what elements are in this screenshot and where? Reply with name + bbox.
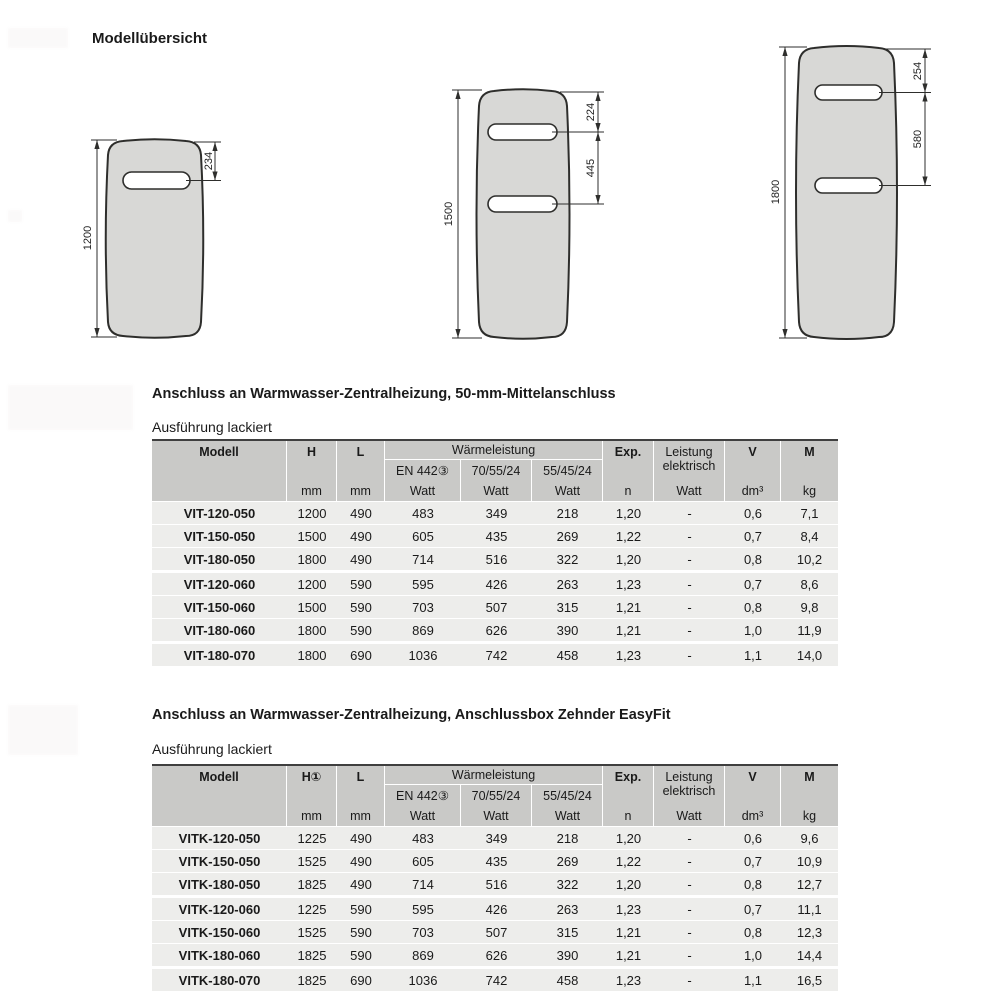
height-dimension-label: 1500: [443, 201, 455, 227]
value-cell: 490: [350, 876, 372, 892]
value-cell: -: [687, 853, 692, 869]
col-label: EN 442③: [396, 464, 449, 478]
value-cell: 714: [412, 551, 434, 567]
value-cell: 426: [485, 576, 508, 592]
value-cell: 595: [412, 576, 434, 592]
col-unit: Watt: [409, 483, 436, 498]
model-cell: VITK-180-070: [178, 972, 261, 988]
spec-table-mittelanschluss: [152, 439, 838, 667]
value-cell: 8,4: [800, 528, 819, 544]
value-cell: 218: [556, 830, 579, 846]
value-cell: 1,1: [743, 647, 763, 663]
col-unit: Watt: [409, 808, 436, 823]
value-cell: 1800: [297, 647, 327, 663]
col-h: [287, 441, 337, 501]
col-en442: [385, 785, 461, 826]
radiator-slot: [815, 85, 882, 100]
arrow-down-icon: [782, 329, 787, 338]
value-cell: 605: [412, 528, 434, 544]
col-unit: Watt: [554, 808, 581, 823]
col-705524: [461, 460, 532, 501]
value-cell: 605: [412, 853, 434, 869]
table-row: [152, 525, 838, 547]
value-cell: 626: [485, 947, 508, 963]
value-cell: 590: [350, 924, 372, 940]
value-cell: 1,21: [615, 599, 642, 615]
col-unit: mm: [350, 483, 371, 498]
col-label: Exp.: [614, 770, 642, 784]
value-cell: 1825: [297, 876, 327, 892]
value-cell: 1,21: [615, 947, 642, 963]
value-cell: 315: [556, 924, 579, 940]
col-unit: Watt: [483, 483, 509, 498]
col-label: Modell: [199, 770, 239, 784]
value-cell: 14,0: [796, 647, 823, 663]
table-row: [152, 873, 838, 895]
value-cell: 507: [485, 599, 508, 615]
page-edge-artifact: [8, 705, 78, 755]
col-unit: mm: [350, 808, 371, 823]
value-cell: 349: [485, 830, 508, 846]
value-cell: 315: [556, 599, 579, 615]
col-unit: n: [624, 483, 632, 498]
col-unit: Watt: [676, 808, 702, 823]
value-cell: 483: [412, 830, 434, 846]
value-cell: 1,21: [615, 924, 642, 940]
page-edge-artifact: [8, 28, 68, 48]
value-cell: -: [687, 830, 692, 846]
col-label: Leistung elektrisch: [662, 770, 716, 799]
value-cell: 1,20: [615, 505, 642, 521]
radiator-diagram-1200: [60, 120, 245, 350]
value-cell: 0,7: [743, 901, 763, 917]
col-l: [337, 766, 385, 826]
group-title: Wärmeleistung: [385, 441, 602, 460]
value-cell: 1,23: [615, 647, 642, 663]
arrow-down-icon: [212, 172, 217, 181]
value-cell: 690: [350, 972, 372, 988]
value-cell: 0,8: [743, 599, 763, 615]
value-cell: 1800: [297, 551, 327, 567]
value-cell: 590: [350, 622, 372, 638]
value-cell: 1,0: [743, 947, 763, 963]
value-cell: 0,7: [743, 853, 763, 869]
model-cell: VITK-120-060: [178, 901, 261, 917]
value-cell: 1800: [297, 622, 327, 638]
col-label: 55/45/24: [543, 464, 592, 478]
value-cell: -: [687, 551, 692, 567]
col-label: V: [748, 770, 757, 784]
value-cell: -: [687, 876, 692, 892]
group-title: Wärmeleistung: [385, 766, 602, 785]
value-cell: 1500: [297, 528, 327, 544]
col-unit: Watt: [676, 483, 702, 498]
value-cell: 1,20: [615, 830, 642, 846]
model-cell: VITK-150-050: [178, 853, 261, 869]
value-cell: 0,7: [743, 576, 763, 592]
value-cell: 1825: [297, 972, 327, 988]
value-cell: 263: [556, 576, 579, 592]
value-cell: 1,20: [615, 551, 642, 567]
value-cell: 1,0: [743, 622, 763, 638]
col-leistung-elektrisch: [654, 766, 725, 826]
col-label: 70/55/24: [471, 789, 521, 803]
model-cell: VITK-180-050: [178, 876, 261, 892]
col-v: [725, 441, 781, 501]
col-554524: [532, 785, 603, 826]
col-group-waermeleistung: [385, 766, 603, 826]
value-cell: 1500: [297, 599, 327, 615]
value-cell: -: [687, 528, 692, 544]
col-unit: Watt: [554, 483, 581, 498]
value-cell: 269: [556, 528, 579, 544]
value-cell: 16,5: [796, 972, 823, 988]
arrow-up-icon: [922, 93, 927, 102]
model-cell: VIT-180-060: [183, 622, 256, 638]
value-cell: 690: [350, 647, 372, 663]
table-row: [152, 921, 838, 943]
model-cell: VIT-180-050: [183, 551, 256, 567]
table-row: [152, 619, 838, 641]
value-cell: 14,4: [796, 947, 823, 963]
col-554524: [532, 460, 603, 501]
value-cell: 426: [485, 901, 508, 917]
col-en442: [385, 460, 461, 501]
col-label: M: [804, 770, 815, 784]
value-cell: 0,7: [743, 528, 763, 544]
col-m: [781, 441, 838, 501]
value-cell: 490: [350, 830, 372, 846]
value-cell: 322: [556, 876, 579, 892]
value-cell: 1036: [408, 647, 438, 663]
col-m: [781, 766, 838, 826]
value-cell: 435: [485, 528, 508, 544]
table-body: [152, 827, 838, 991]
value-cell: 742: [485, 647, 508, 663]
model-cell: VITK-120-050: [178, 830, 261, 846]
col-exp: [603, 441, 654, 501]
col-exp: [603, 766, 654, 826]
slot-spacing-label: 580: [912, 129, 924, 149]
section-heading: Anschluss an Warmwasser-Zentralheizung, Anschlussbox Zehnder EasyFit: [152, 707, 671, 723]
value-cell: -: [687, 947, 692, 963]
col-label: 70/55/24: [471, 464, 521, 478]
value-cell: 1036: [408, 972, 438, 988]
value-cell: 490: [350, 853, 372, 869]
model-cell: VITK-150-060: [178, 924, 261, 940]
arrow-down-icon: [922, 177, 927, 186]
value-cell: 1,23: [615, 576, 642, 592]
section-heading: Anschluss an Warmwasser-Zentralheizung, 50-mm-Mittelanschluss: [152, 386, 616, 402]
arrow-down-icon: [455, 329, 460, 338]
arrow-up-icon: [595, 92, 600, 101]
radiator-diagram-1500: [430, 70, 630, 350]
value-cell: 869: [412, 947, 434, 963]
value-cell: 7,1: [800, 505, 819, 521]
table-row: [152, 850, 838, 872]
table-row: [152, 827, 838, 849]
model-cell: VIT-120-050: [183, 505, 256, 521]
value-cell: 703: [412, 924, 434, 940]
radiator-slot: [488, 124, 557, 140]
value-cell: -: [687, 576, 692, 592]
value-cell: 0,6: [743, 830, 763, 846]
table-row: [152, 502, 838, 524]
value-cell: 1,23: [615, 972, 642, 988]
col-label: L: [356, 445, 365, 459]
value-cell: -: [687, 622, 692, 638]
arrow-down-icon: [94, 328, 99, 337]
height-dimension-label: 1800: [770, 179, 782, 205]
col-label: L: [356, 770, 365, 784]
value-cell: 269: [556, 853, 579, 869]
slot-offset-label: 224: [585, 102, 597, 122]
col-v: [725, 766, 781, 826]
value-cell: 1225: [297, 830, 327, 846]
col-label: H①: [301, 770, 322, 784]
value-cell: 516: [485, 876, 508, 892]
col-leistung-elektrisch: [654, 441, 725, 501]
col-group-waermeleistung: [385, 441, 603, 501]
value-cell: 714: [412, 876, 434, 892]
col-unit: mm: [301, 808, 322, 823]
col-modell: [152, 441, 287, 501]
value-cell: 1,22: [615, 528, 642, 544]
slot-offset-label: 234: [203, 151, 215, 171]
col-label: H: [306, 445, 317, 459]
arrow-up-icon: [455, 90, 460, 99]
value-cell: 590: [350, 599, 372, 615]
model-cell: VITK-180-060: [178, 947, 261, 963]
value-cell: 1525: [297, 853, 327, 869]
col-label: V: [748, 445, 757, 459]
value-cell: 595: [412, 901, 434, 917]
col-label: Exp.: [614, 445, 642, 459]
page-title: Modellübersicht: [92, 30, 208, 47]
arrow-up-icon: [595, 132, 600, 141]
value-cell: 869: [412, 622, 434, 638]
value-cell: 458: [556, 972, 579, 988]
model-cell: VIT-150-060: [183, 599, 256, 615]
arrow-up-icon: [212, 142, 217, 151]
radiator-body: [106, 139, 204, 338]
value-cell: -: [687, 599, 692, 615]
col-unit: kg: [802, 483, 817, 498]
value-cell: 11,1: [797, 901, 822, 917]
value-cell: 218: [556, 505, 579, 521]
value-cell: 10,9: [796, 853, 823, 869]
col-h: [287, 766, 337, 826]
value-cell: 1200: [297, 505, 327, 521]
value-cell: 1,22: [615, 853, 642, 869]
value-cell: 0,8: [743, 876, 763, 892]
table-row: [152, 898, 838, 920]
value-cell: 1200: [297, 576, 327, 592]
value-cell: 590: [350, 576, 372, 592]
value-cell: 10,2: [796, 551, 823, 567]
col-unit: dm³: [741, 483, 764, 498]
model-cell: VIT-120-060: [183, 576, 256, 592]
radiator-slot: [815, 178, 882, 193]
col-l: [337, 441, 385, 501]
col-unit: mm: [301, 483, 322, 498]
table-row: [152, 573, 838, 595]
col-label: Leistung elektrisch: [662, 445, 716, 474]
value-cell: 1525: [297, 924, 327, 940]
value-cell: 490: [350, 505, 372, 521]
height-dimension-label: 1200: [82, 225, 94, 251]
value-cell: 590: [350, 901, 372, 917]
value-cell: 1,23: [615, 901, 642, 917]
value-cell: 703: [412, 599, 434, 615]
arrow-up-icon: [94, 140, 99, 149]
value-cell: 507: [485, 924, 508, 940]
col-label: M: [804, 445, 815, 459]
table-body: [152, 502, 838, 666]
page-edge-artifact: [8, 210, 22, 222]
value-cell: 1225: [297, 901, 327, 917]
value-cell: 390: [556, 622, 579, 638]
arrow-down-icon: [595, 195, 600, 204]
col-unit: Watt: [483, 808, 509, 823]
arrow-up-icon: [922, 49, 927, 58]
value-cell: 458: [556, 647, 579, 663]
value-cell: 490: [350, 551, 372, 567]
value-cell: 12,7: [796, 876, 823, 892]
section-subheading: Ausführung lackiert: [152, 741, 272, 757]
col-label: 55/45/24: [543, 789, 592, 803]
col-unit: kg: [802, 808, 817, 823]
col-modell: [152, 766, 287, 826]
value-cell: 516: [485, 551, 508, 567]
col-unit: dm³: [741, 808, 764, 823]
col-label: EN 442③: [396, 789, 449, 803]
value-cell: -: [687, 901, 692, 917]
value-cell: 742: [485, 972, 508, 988]
value-cell: -: [687, 505, 692, 521]
table-row: [152, 969, 838, 991]
radiator-diagram-1800: [745, 25, 955, 355]
model-cell: VIT-150-050: [183, 528, 256, 544]
table-row: [152, 596, 838, 618]
value-cell: 390: [556, 947, 579, 963]
value-cell: 1,1: [743, 972, 763, 988]
arrow-down-icon: [595, 123, 600, 132]
radiator-slot: [123, 172, 190, 189]
value-cell: 263: [556, 901, 579, 917]
value-cell: 1825: [297, 947, 327, 963]
value-cell: 0,8: [743, 551, 763, 567]
table-header: [152, 764, 838, 826]
page-edge-artifact: [8, 385, 133, 430]
value-cell: -: [687, 924, 692, 940]
arrow-up-icon: [782, 47, 787, 56]
model-cell: VIT-180-070: [183, 647, 256, 663]
value-cell: 590: [350, 947, 372, 963]
value-cell: 435: [485, 853, 508, 869]
table-row: [152, 944, 838, 966]
value-cell: 490: [350, 528, 372, 544]
value-cell: 11,9: [797, 622, 822, 638]
spec-table-easyfit: [152, 764, 838, 992]
col-705524: [461, 785, 532, 826]
value-cell: 1,20: [615, 876, 642, 892]
table-header: [152, 439, 838, 501]
value-cell: 0,6: [743, 505, 763, 521]
value-cell: 1,21: [615, 622, 642, 638]
group-subcolumns: [385, 785, 602, 826]
value-cell: 12,3: [796, 924, 823, 940]
value-cell: 322: [556, 551, 579, 567]
value-cell: -: [687, 647, 692, 663]
group-subcolumns: [385, 460, 602, 501]
radiator-slot: [488, 196, 557, 212]
value-cell: 626: [485, 622, 508, 638]
slot-offset-label: 254: [912, 61, 924, 81]
col-unit: n: [624, 808, 632, 823]
slot-spacing-label: 445: [585, 158, 597, 178]
value-cell: 483: [412, 505, 434, 521]
section-subheading: Ausführung lackiert: [152, 419, 272, 435]
value-cell: 9,6: [800, 830, 819, 846]
value-cell: 0,8: [743, 924, 763, 940]
table-row: [152, 548, 838, 570]
value-cell: 349: [485, 505, 508, 521]
value-cell: -: [687, 972, 692, 988]
value-cell: 8,6: [800, 576, 819, 592]
col-label: Modell: [199, 445, 239, 459]
value-cell: 9,8: [800, 599, 819, 615]
table-row: [152, 644, 838, 666]
arrow-down-icon: [922, 84, 927, 93]
